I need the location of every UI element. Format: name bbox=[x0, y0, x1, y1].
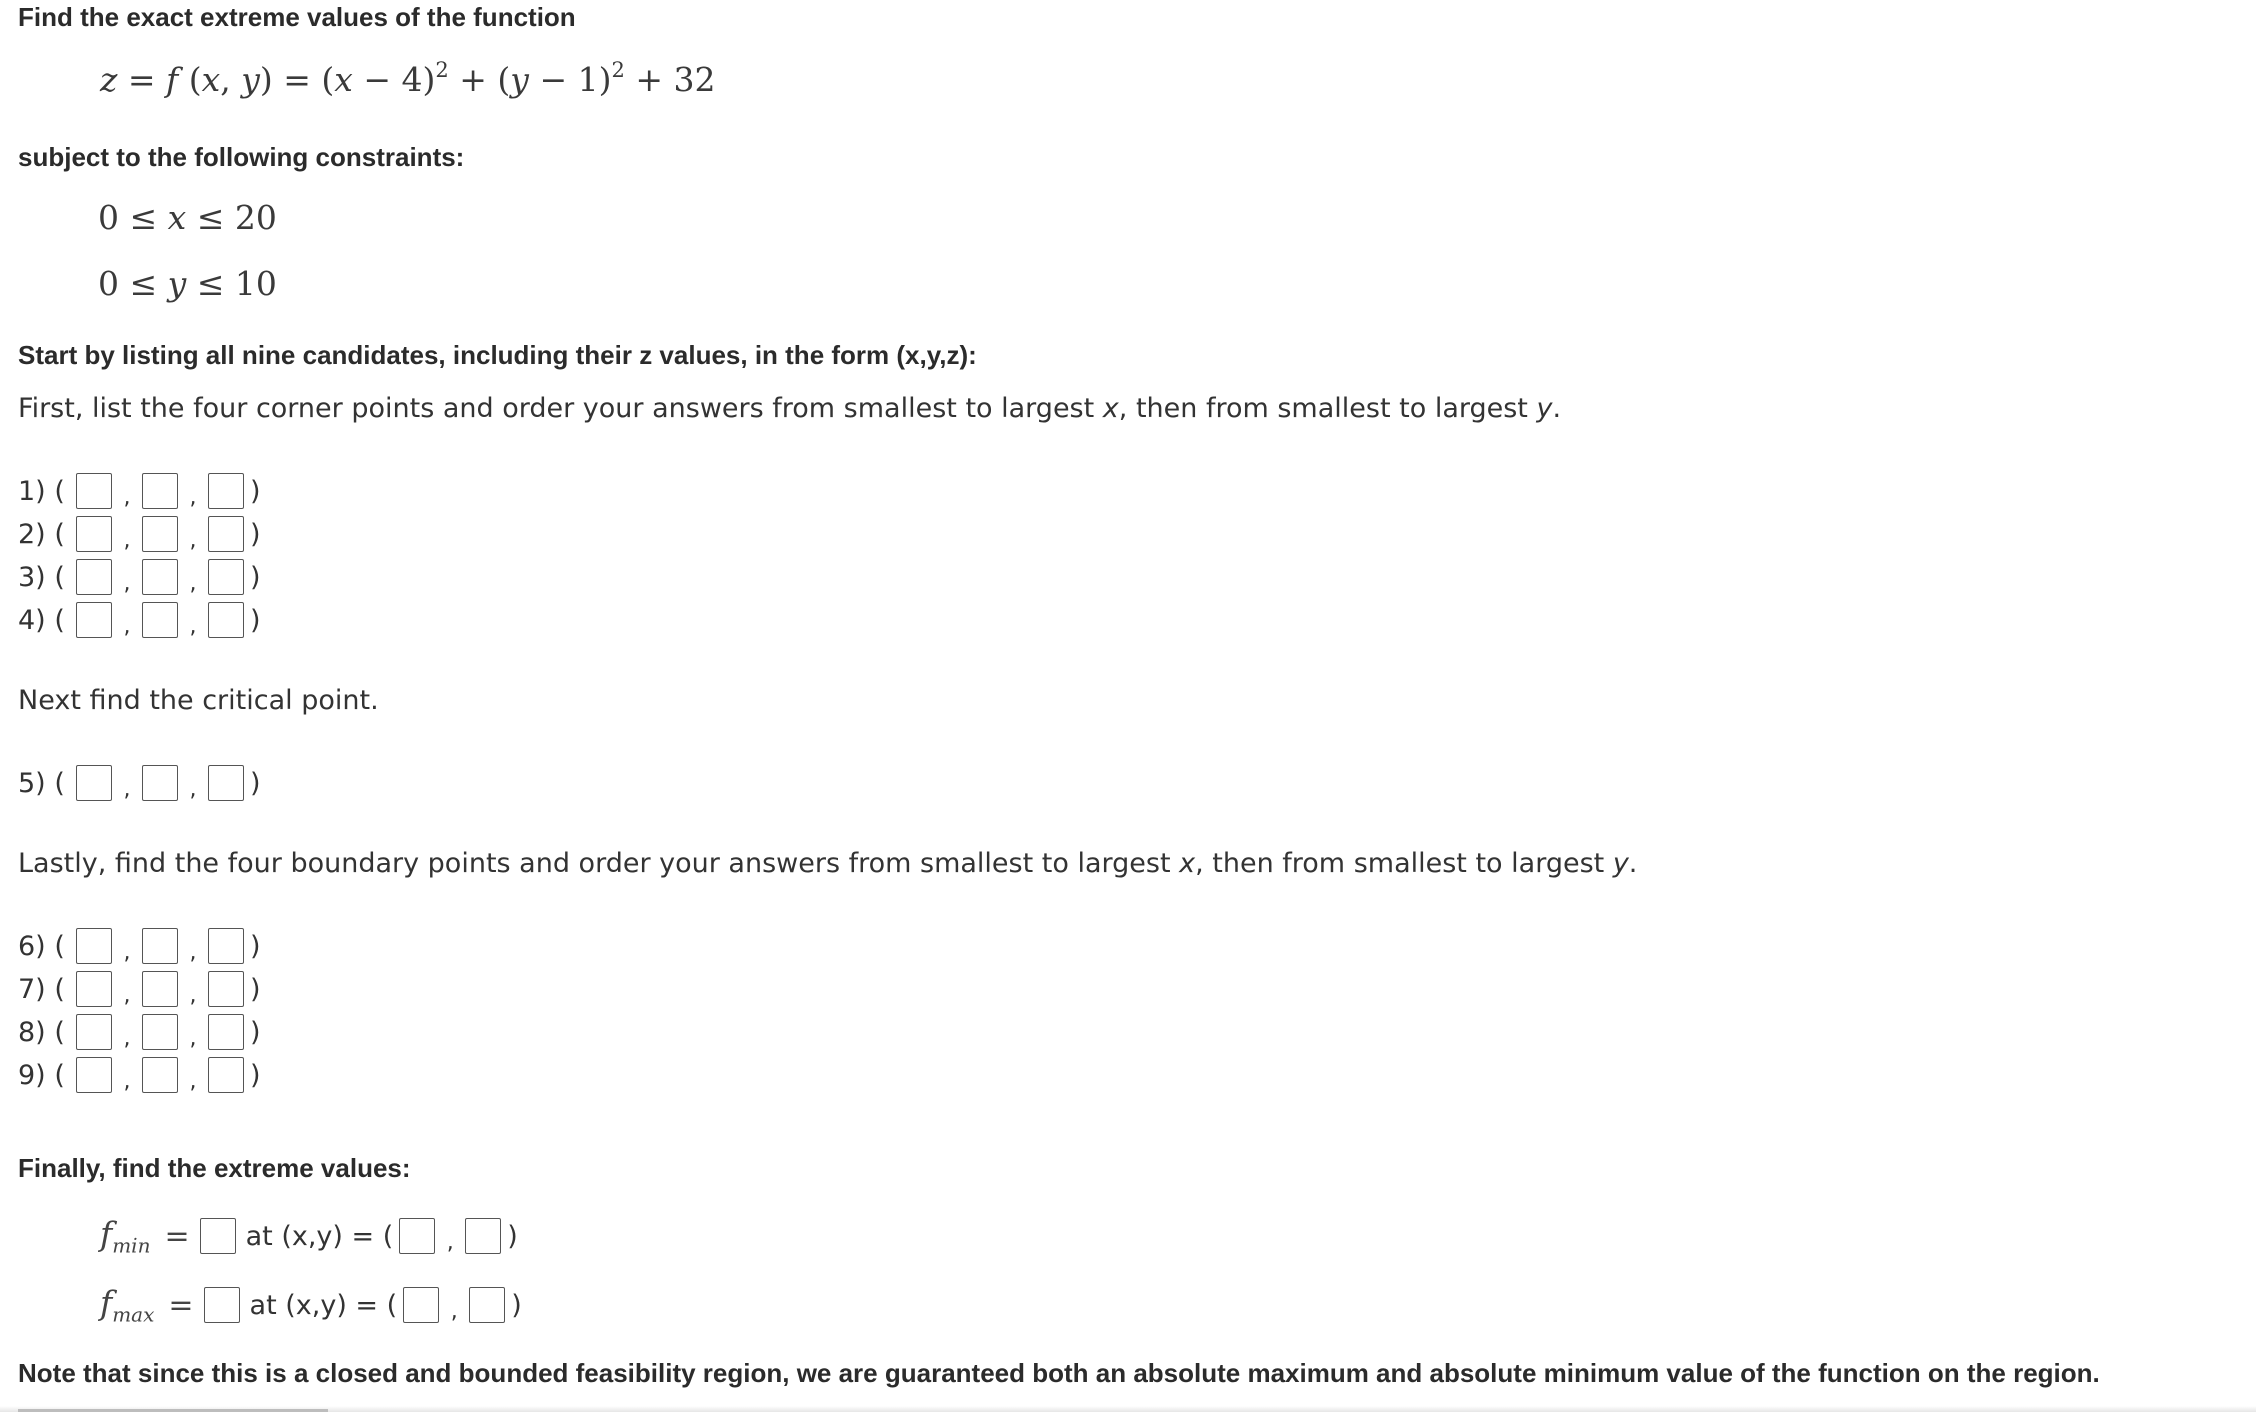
answer-input-5-z[interactable] bbox=[208, 765, 244, 801]
separator: , bbox=[123, 776, 131, 802]
row-label: 7) ( bbox=[18, 973, 65, 1005]
fmax-row bbox=[100, 1281, 522, 1329]
answer-input-4-y[interactable] bbox=[142, 602, 178, 638]
answer-input-6-z[interactable] bbox=[208, 928, 244, 964]
answer-input-7-x[interactable] bbox=[76, 971, 112, 1007]
close-paren: ) bbox=[250, 475, 261, 507]
boundary-instruction-text1: Lastly, find the four boundary points and order your answers from smallest to largest bbox=[18, 848, 1180, 879]
row-label: 5) ( bbox=[18, 767, 65, 799]
fmin-value-input[interactable] bbox=[200, 1218, 236, 1254]
separator: , bbox=[189, 982, 197, 1008]
candidates-heading: Start by listing all nine candidates, including their z values, in the form (x,y,z): bbox=[18, 340, 977, 370]
separator: , bbox=[189, 484, 197, 510]
math-close: ) bbox=[259, 60, 273, 99]
fmax-equals: = bbox=[168, 1287, 194, 1323]
answer-input-1-z[interactable] bbox=[208, 473, 244, 509]
math-eq: = bbox=[117, 60, 167, 99]
row-label: 2) ( bbox=[18, 518, 65, 550]
close-paren: ) bbox=[250, 604, 261, 636]
constraints-heading: subject to the following constraints: bbox=[18, 142, 465, 172]
math-const: + 32 bbox=[624, 60, 716, 99]
function-formula bbox=[100, 60, 715, 99]
separator: , bbox=[189, 613, 197, 639]
math-open: ( bbox=[178, 60, 202, 99]
fmax-value-input[interactable] bbox=[204, 1287, 240, 1323]
corner-instruction-var-y: y bbox=[1536, 393, 1553, 424]
answer-input-3-z[interactable] bbox=[208, 559, 244, 595]
row-label: 4) ( bbox=[18, 604, 65, 636]
answer-input-7-z[interactable] bbox=[208, 971, 244, 1007]
close-paren: ) bbox=[250, 1059, 261, 1091]
close-paren: ) bbox=[250, 561, 261, 593]
candidate-row-3 bbox=[18, 556, 261, 598]
corner-instruction-text1: First, list the four corner points and order your answers from smallest to largest bbox=[18, 393, 1103, 424]
constraint-x-left: 0 ≤ bbox=[98, 198, 168, 237]
close-paren: ) bbox=[250, 973, 261, 1005]
close-paren: ) bbox=[507, 1220, 518, 1252]
fmin-row bbox=[100, 1212, 518, 1260]
close-paren: ) bbox=[250, 518, 261, 550]
answer-input-4-z[interactable] bbox=[208, 602, 244, 638]
answer-input-8-y[interactable] bbox=[142, 1014, 178, 1050]
corner-instruction bbox=[18, 393, 1561, 424]
math-exp1: 2 bbox=[435, 58, 449, 82]
answer-input-7-y[interactable] bbox=[142, 971, 178, 1007]
separator: , bbox=[123, 1068, 131, 1094]
separator: , bbox=[189, 527, 197, 553]
math-exp2: 2 bbox=[611, 58, 625, 82]
answer-input-8-z[interactable] bbox=[208, 1014, 244, 1050]
close-paren: ) bbox=[250, 930, 261, 962]
separator: , bbox=[189, 939, 197, 965]
answer-input-9-y[interactable] bbox=[142, 1057, 178, 1093]
constraint-y-var: y bbox=[167, 264, 187, 303]
fmax-y-input[interactable] bbox=[469, 1287, 505, 1323]
fmax-at-label: at (x,y) = ( bbox=[249, 1289, 398, 1321]
math-f: f bbox=[166, 60, 179, 99]
row-label: 1) ( bbox=[18, 475, 65, 507]
answer-input-5-x[interactable] bbox=[76, 765, 112, 801]
fmin-symbol: $f_{min}$ bbox=[100, 1214, 151, 1258]
separator: , bbox=[123, 982, 131, 1008]
math-y2: y bbox=[510, 60, 529, 99]
fmin-y-input[interactable] bbox=[465, 1218, 501, 1254]
constraint-y-right: ≤ 10 bbox=[186, 264, 277, 303]
close-paren: ) bbox=[250, 767, 261, 799]
answer-input-5-y[interactable] bbox=[142, 765, 178, 801]
separator: , bbox=[189, 776, 197, 802]
constraint-y bbox=[98, 264, 277, 303]
row-label: 6) ( bbox=[18, 930, 65, 962]
problem-heading: Find the exact extreme values of the function bbox=[18, 2, 576, 32]
answer-input-8-x[interactable] bbox=[76, 1014, 112, 1050]
boundary-instruction bbox=[18, 848, 1637, 879]
candidate-row-1 bbox=[18, 470, 261, 512]
candidate-row-7 bbox=[18, 968, 261, 1010]
candidate-row-6 bbox=[18, 925, 261, 967]
answer-input-4-x[interactable] bbox=[76, 602, 112, 638]
constraint-x bbox=[98, 198, 277, 237]
constraint-x-var: x bbox=[167, 198, 187, 237]
math-y: y bbox=[241, 60, 260, 99]
separator: , bbox=[189, 1025, 197, 1051]
answer-input-1-y[interactable] bbox=[142, 473, 178, 509]
separator: , bbox=[189, 570, 197, 596]
fmin-at-label: at (x,y) = ( bbox=[245, 1220, 394, 1252]
answer-input-3-x[interactable] bbox=[76, 559, 112, 595]
answer-input-6-y[interactable] bbox=[142, 928, 178, 964]
math-eq2: = ( bbox=[272, 60, 335, 99]
fmax-x-input[interactable] bbox=[403, 1287, 439, 1323]
row-label: 9) ( bbox=[18, 1059, 65, 1091]
answer-input-2-y[interactable] bbox=[142, 516, 178, 552]
math-z: z bbox=[100, 60, 118, 99]
math-term2: − 1) bbox=[528, 60, 612, 99]
boundary-instruction-text2: , then from smallest to largest bbox=[1195, 848, 1613, 879]
corner-instruction-text3: . bbox=[1552, 393, 1562, 424]
separator: , bbox=[446, 1229, 454, 1255]
separator: , bbox=[123, 939, 131, 965]
extreme-heading: Finally, find the extreme values: bbox=[18, 1153, 411, 1183]
math-plus: + ( bbox=[448, 60, 511, 99]
boundary-instruction-text3: . bbox=[1628, 848, 1638, 879]
fmin-equals: = bbox=[164, 1218, 190, 1254]
math-term1: − 4) bbox=[352, 60, 436, 99]
constraint-x-right: ≤ 20 bbox=[186, 198, 277, 237]
separator: , bbox=[450, 1298, 458, 1324]
close-paren: ) bbox=[250, 1016, 261, 1048]
answer-input-1-x[interactable] bbox=[76, 473, 112, 509]
math-x2: x bbox=[334, 60, 353, 99]
answer-input-2-z[interactable] bbox=[208, 516, 244, 552]
math-x: x bbox=[201, 60, 221, 99]
separator: , bbox=[123, 484, 131, 510]
candidate-row-9 bbox=[18, 1054, 261, 1096]
candidate-row-2 bbox=[18, 513, 261, 555]
separator: , bbox=[123, 1025, 131, 1051]
corner-instruction-var-x: x bbox=[1102, 393, 1119, 424]
note-text: Note that since this is a closed and bounded feasibility region, we are guaranteed both an absolute maximum and absolute minimum value of the function on the region. bbox=[18, 1358, 2100, 1388]
boundary-instruction-var-y: y bbox=[1612, 848, 1629, 879]
corner-instruction-text2: , then from smallest to largest bbox=[1118, 393, 1537, 424]
separator: , bbox=[123, 570, 131, 596]
boundary-instruction-var-x: x bbox=[1179, 848, 1196, 879]
answer-input-2-x[interactable] bbox=[76, 516, 112, 552]
answer-input-3-y[interactable] bbox=[142, 559, 178, 595]
answer-input-6-x[interactable] bbox=[76, 928, 112, 964]
candidate-row-8 bbox=[18, 1011, 261, 1053]
answer-input-9-z[interactable] bbox=[208, 1057, 244, 1093]
bottom-edge bbox=[0, 1406, 2256, 1412]
row-label: 8) ( bbox=[18, 1016, 65, 1048]
separator: , bbox=[123, 527, 131, 553]
candidate-row-4 bbox=[18, 599, 261, 641]
fmin-x-input[interactable] bbox=[399, 1218, 435, 1254]
row-label: 3) ( bbox=[18, 561, 65, 593]
separator: , bbox=[123, 613, 131, 639]
math-comma: , bbox=[220, 60, 242, 99]
critical-instruction: Next find the critical point. bbox=[18, 685, 379, 716]
fmax-symbol: $f_{max}$ bbox=[100, 1283, 155, 1327]
candidate-row-5 bbox=[18, 762, 261, 804]
close-paren: ) bbox=[511, 1289, 522, 1321]
constraint-y-left: 0 ≤ bbox=[98, 264, 168, 303]
separator: , bbox=[189, 1068, 197, 1094]
answer-input-9-x[interactable] bbox=[76, 1057, 112, 1093]
